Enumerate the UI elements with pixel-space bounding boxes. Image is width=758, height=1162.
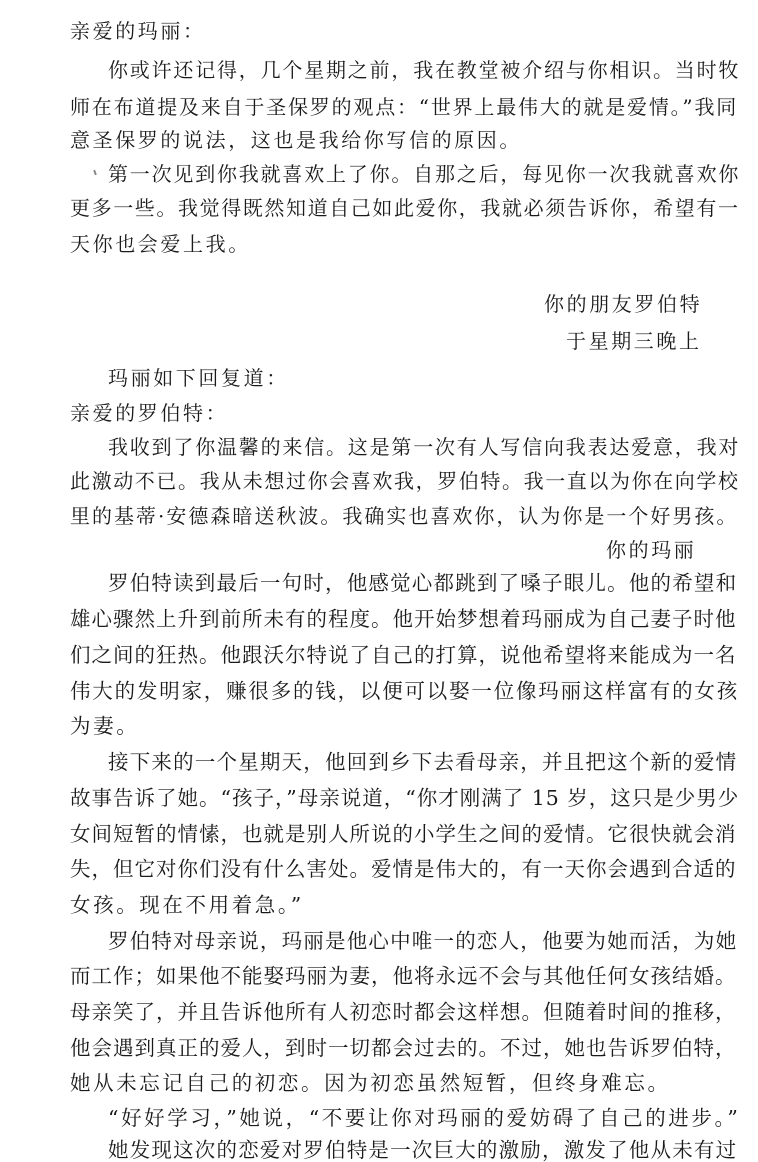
narrative-line: 罗伯特读到最后一句时，他感觉心都跳到了嗓子眼儿。他的希望和 — [108, 571, 738, 595]
letter2-line: 此激动不已。我从未想过你会喜欢我，罗伯特。我一直以为你在向学校 — [70, 469, 740, 493]
letter2-salutation: 亲爱的罗伯特： — [70, 401, 229, 425]
letter1-line: 第一次见到你我就喜欢上了你。自那之后，每见你一次我就喜欢你 — [108, 162, 741, 186]
narrative-line: 为妻。 — [70, 714, 140, 738]
letter1-line: 师在布道提及来自于圣保罗的观点：“世界上最伟大的就是爱情。”我同 — [70, 95, 739, 119]
scan-speck — [93, 170, 97, 175]
letter2-line: 我收到了你温馨的来信。这是第一次有人写信向我表达爱意，我对 — [108, 435, 741, 459]
letter1-signature: 你的朋友罗伯特 — [544, 292, 703, 316]
narrative-line: 失，但它对你们没有什么害处。爱情是伟大的，有一天你会遇到合适的 — [70, 857, 737, 881]
narrative-line: 罗伯特对母亲说，玛丽是他心中唯一的恋人，他要为她而活，为她 — [108, 929, 738, 953]
letter1-line: 意圣保罗的说法，这也是我给你写信的原因。 — [70, 128, 522, 152]
letter1-line: 你或许还记得，几个星期之前，我在教堂被介绍与你相识。当时牧 — [108, 58, 741, 82]
narrative-line: 们之间的狂热。他跟沃尔特说了自己的打算，说他希望将来能成为一名 — [70, 643, 737, 667]
narrative-line: 女间短暂的情愫，也就是别人所说的小学生之间的爱情。它很快就会消 — [70, 822, 737, 846]
letter1-date: 于星期三晚上 — [566, 329, 702, 353]
reply-intro: 玛丽如下回复道： — [108, 366, 289, 390]
narrative-line: 雄心骤然上升到前所未有的程度。他开始梦想着玛丽成为自己妻子时他 — [70, 607, 737, 631]
narrative-line: “好好学习，”她说，“不要让你对玛丽的爱妨碍了自己的进步。” — [108, 1106, 741, 1130]
narrative-line: 他会遇到真正的爱人，到时一切都会过去的。不过，她也告诉罗伯特， — [70, 1036, 737, 1060]
narrative-line: 她从未忘记自己的初恋。因为初恋虽然短暂，但终身难忘。 — [70, 1071, 671, 1095]
narrative-line: 故事告诉了她。“孩子，”母亲说道，“你才刚满了 15 岁，这只是少男少 — [70, 786, 740, 810]
narrative-line: 而工作；如果他不能娶玛丽为妻，他将永远不会与其他任何女孩结婚。 — [70, 964, 737, 988]
narrative-line: 女孩。现在不用着急。” — [70, 893, 304, 917]
letter1-line: 更多一些。我觉得既然知道自己如此爱你，我就必须告诉你，希望有一 — [70, 196, 740, 220]
letter2-line: 里的基蒂·安德森暗送秋波。我确实也喜欢你，认为你是一个好男孩。 — [70, 504, 739, 528]
letter1-line: 天你也会爱上我。 — [70, 232, 251, 256]
narrative-line: 伟大的发明家，赚很多的钱，以便可以娶一位像玛丽这样富有的女孩 — [70, 679, 739, 703]
narrative-line: 母亲笑了，并且告诉他所有人初恋时都会这样想。但随着时间的推移， — [70, 1000, 737, 1024]
letter1-salutation: 亲爱的玛丽： — [70, 19, 206, 43]
narrative-line: 她发现这次的恋爱对罗伯特是一次巨大的激励，激发了他从未有过 — [108, 1138, 738, 1162]
letter2-signature: 你的玛丽 — [606, 538, 697, 562]
narrative-line: 接下来的一个星期天，他回到乡下去看母亲，并且把这个新的爱情 — [108, 750, 738, 774]
